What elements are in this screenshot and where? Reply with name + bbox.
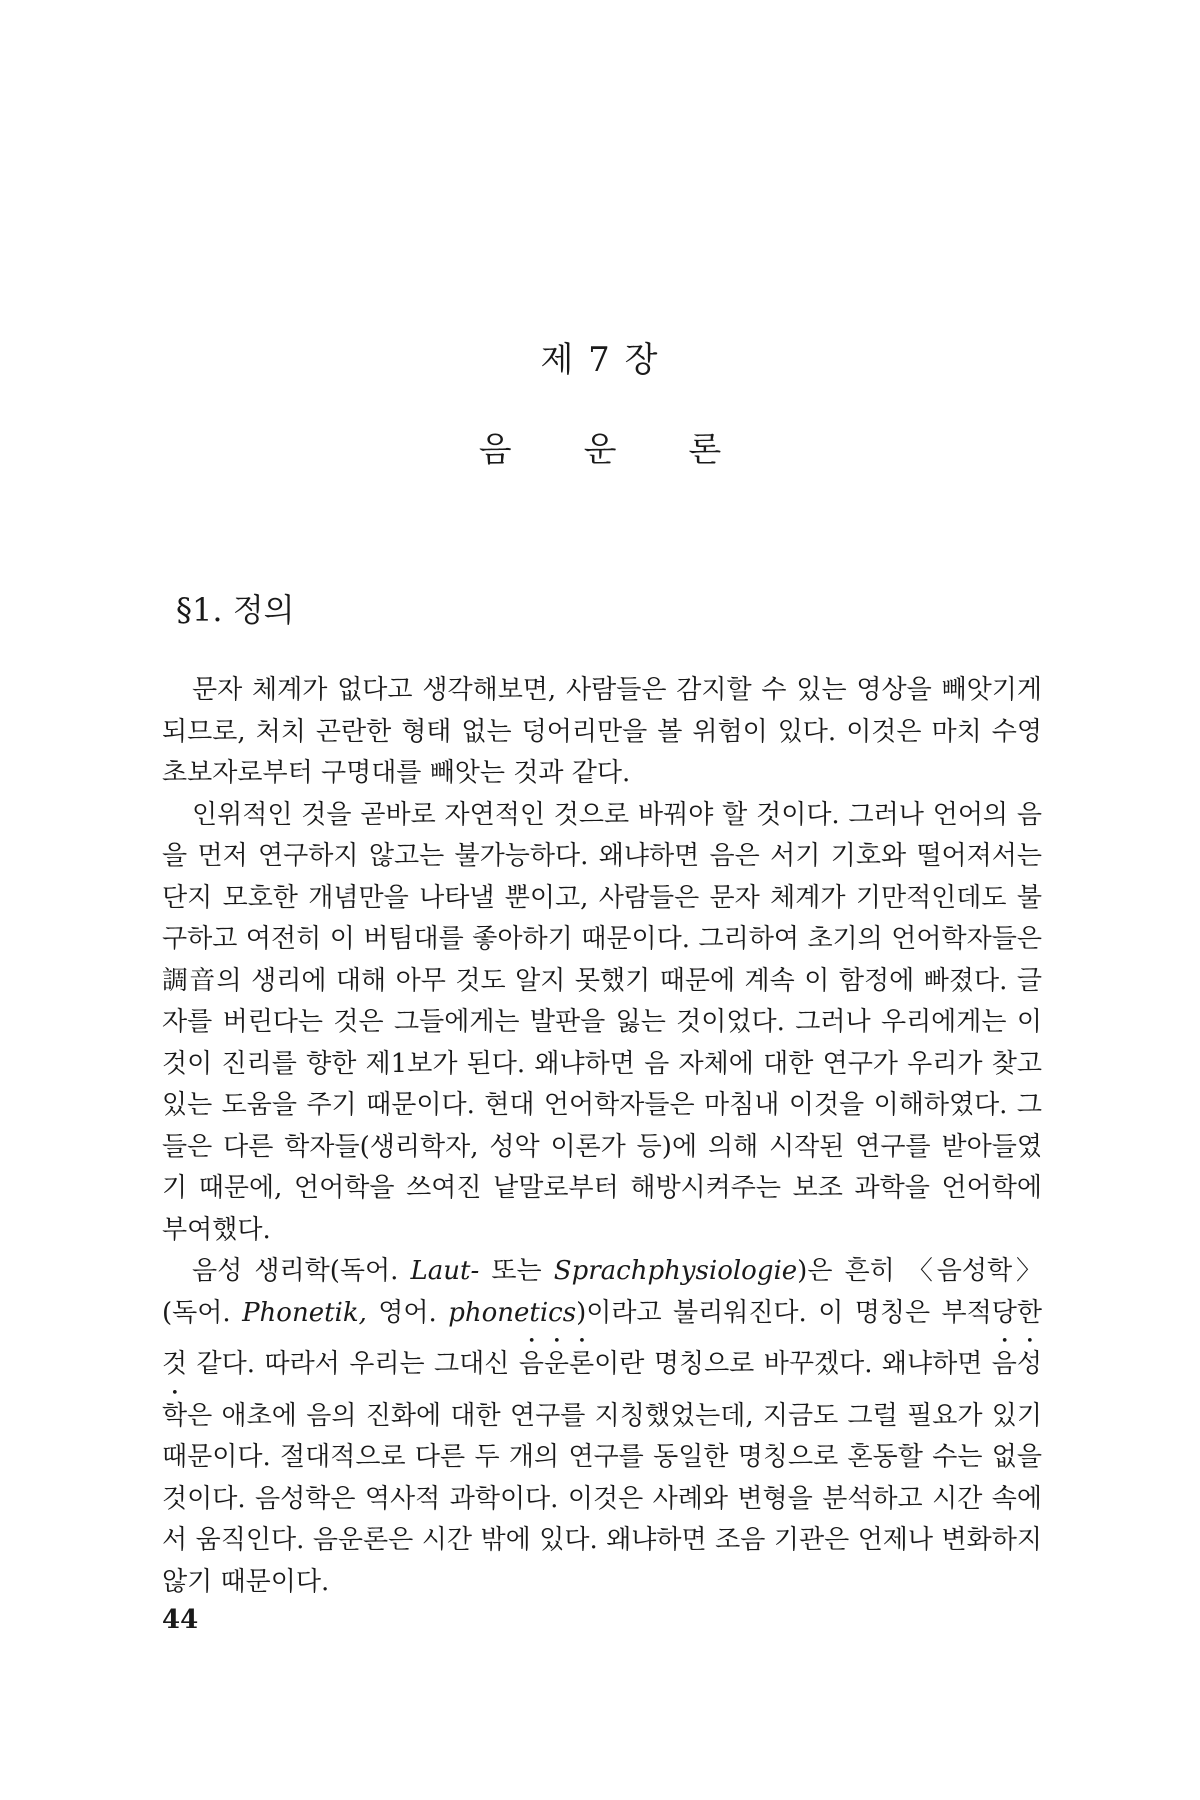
italic-term: Sprachphysiologie [553,1256,798,1286]
section-heading: §1. 정의 [176,591,295,629]
page-number: 44 [162,1605,199,1635]
text-run: 또는 [491,1256,542,1286]
emphasized-term: 음운론 [518,1349,595,1379]
paragraph-2: 인위적인 것을 곧바로 자연적인 것으로 바꿔야 할 것이다. 그러나 언어의 음을 먼저 연구하지 않고는 불가능하다. 왜냐하면 음은 서기 기호와 떨어져서는 단지 모호한 개념만을 나타낼 뿐이고, 사람들은 문자 체계가 기만적인데도 불구하고 여전히 이 버팀대를 좋아하기 때문이다. 그리하여 초기의 언어학자들은 調音의 생리에 대해 아무 것도 알지 못했기 때문에 계속 이 함정에 빠졌다. 글자를 버린다는 것은 그들에게는 발판을 잃는 것이었다. 그러나 우리에게는 이것이 진리를 향한 제1보가 된다. 왜냐하면 음 자체에 대한 연구가 우리가 찾고 있는 도움을 주기 때문이다. 현대 언어학자들은 마침내 이것을 이해하였다. 그들은 다른 학자들(생리학자, 성악 이론가 등)에 의해 시작된 연구를 받아들였기 때문에, 언어학을 쓰여진 낱말로부터 해방시켜주는 보조 과학을 언어학에 부여했다. [162,799,1042,1245]
text-run: 영어. [378,1297,437,1328]
text-run: 이란 명칭으로 바꾸겠다. 왜냐하면 [594,1349,983,1379]
italic-term: phonetics [448,1297,577,1328]
chapter-number: 제 7 장 [540,340,660,380]
text-run: 은 애초에 음의 진화에 대한 연구를 지칭했었는데, 지금도 그럴 필요가 있기 때문이다. 절대적으로 다른 두 개의 연구를 동일한 명칭으로 혼동할 수는 없을 것이다. 음성학은 역사적 과학이다. 이것은 사례와 변형을 분석하고 시간 속에서 움직인다. 음운론은 시간 밖에 있다. 왜냐하면 조음 기관은 언제나 변화하지 않기 때문이다. [162,1400,1042,1597]
italic-term: Phonetik, [242,1297,367,1328]
italic-term: Laut- [410,1256,480,1286]
chapter-title: 음 운 론 [478,430,752,470]
body-text [162,670,1042,1603]
text-run: )은 흔히 〈음성학〉 (독어. [162,1256,1043,1328]
text-run: )이라고 불리워진다. 이 명칭은 부적당한 것 같다. 따라서 우리는 그대신 [162,1297,1043,1379]
paragraph-3 [162,1251,1042,1603]
paragraph-1: 문자 체계가 없다고 생각해보면, 사람들은 감지할 수 있는 영상을 빼앗기게 되므로, 처치 곤란한 형태 없는 덩어리만을 볼 위험이 있다. 이것은 마치 수영 초보자로부터 구명대를 빼앗는 것과 같다. [162,675,1042,788]
emphasized-term: 음성학 [162,1349,1043,1431]
text-run: 음성 생리학(독어. [192,1256,399,1286]
